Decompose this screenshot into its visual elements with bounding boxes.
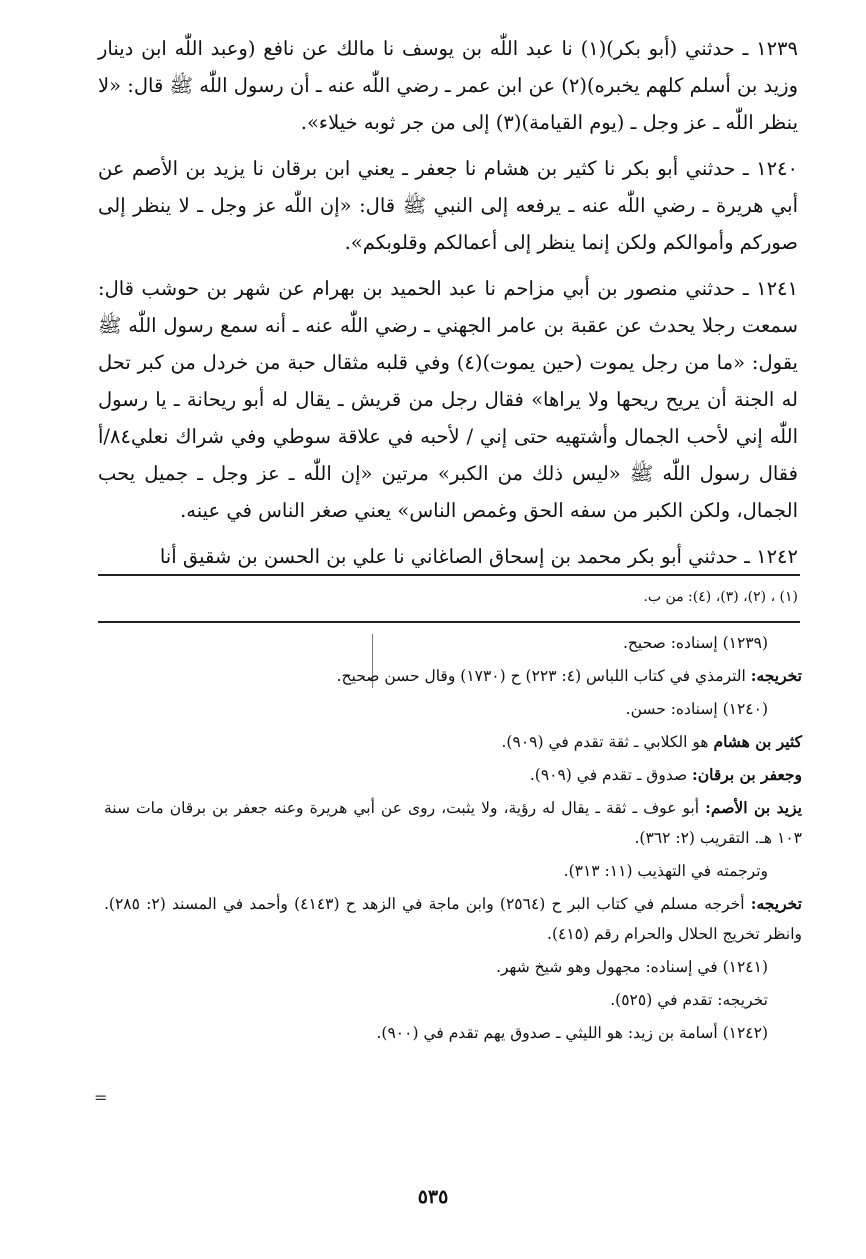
hadith-1239: ١٢٣٩ ـ حدثني (أبو بكر)(١) نا عبد اللّٰه بن يوسف نا مالك عن نافع (وعبد اللّٰه ابن دينار وزيد بن أسلم كلهم يخبره)(٢) عن ابن عمر ـ رضي اللّٰه عنه ـ أن رسول اللّٰه ﷺ قال: «لا ينظر اللّٰه ـ عز وجل ـ (يوم القيامة)(٣) إلى من جر ثوبه خيلاء». <box>98 37 799 134</box>
note-1240-isnad: (١٢٤٠) إسناده: حسن. <box>625 700 768 718</box>
note-tahdhib: وترجمته في التهذيب (١١: ٣١٣). <box>563 862 768 880</box>
main-text <box>98 30 798 584</box>
commentary-divider <box>98 621 800 623</box>
note-jafar: وجعفر بن برقان: صدوق ـ تقدم في (٩٠٩). <box>529 765 802 784</box>
commentary-notes <box>104 628 802 1051</box>
note-yazid: يزيد بن الأصم: أبو عوف ـ ثقة ـ يقال له رؤية، ولا يثبت، روى عن أبي هريرة وعنه جعفر بن برقان مات سنة ١٠٣ هـ. التقريب (٢: ٣٦٢). <box>104 798 802 847</box>
note-1241-isnad: (١٢٤١) في إسناده: مجهول وهو شيخ شهر. <box>496 958 768 976</box>
margin-equals-mark: = <box>94 1088 108 1107</box>
note-1239-isnad: (١٢٣٩) إسناده: صحيح. <box>623 634 768 652</box>
note-kathir: كثير بن هشام هو الكلابي ـ ثقة تقدم في (٩٠٩). <box>501 732 802 751</box>
note-1242-usama: (١٢٤٢) أسامة بن زيد: هو الليثي ـ صدوق يهم تقدم في (٩٠٠). <box>376 1024 768 1042</box>
note-1241-takhrij: تخريجه: تقدم في (٥٢٥). <box>610 991 768 1009</box>
footnote-sources: (١) ، (٢)، (٣)، (٤): من ب. <box>643 589 798 605</box>
note-1240-takhrij: تخريجه: أخرجه مسلم في كتاب البر ح (٢٥٦٤) وابن ماجة في الزهد ح (٤١٤٣) وأحمد في المسند (٢: ٢٨٥). وانظر تخريج الحلال والحرام رقم (٤١٥). <box>104 894 802 943</box>
footnote-divider <box>98 574 800 576</box>
note-1239-takhrij: تخريجه: الترمذي في كتاب اللباس (٤: ٢٢٣) ح (١٧٣٠) وقال حسن صحيح. <box>336 666 802 685</box>
hadith-1240: ١٢٤٠ ـ حدثني أبو بكر نا كثير بن هشام نا جعفر ـ يعني ابن برقان نا يزيد بن الأصم عن أبي هريرة ـ رضي اللّٰه عنه ـ يرفعه إلى النبي ﷺ قال: «إن اللّٰه عز وجل ـ لا ينظر إلى صوركم وأموالكم ولكن إنما ينظر إلى أعمالكم وقلوبكم». <box>98 157 798 254</box>
hadith-1242: ١٢٤٢ ـ حدثني أبو بكر محمد بن إسحاق الصاغاني نا علي بن الحسن بن شقيق أنا <box>159 545 798 568</box>
page-number: ٥٣٥ <box>417 1186 449 1208</box>
hadith-1241: ١٢٤١ ـ حدثني منصور بن أبي مزاحم نا عبد الحميد بن بهرام عن شهر بن حوشب قال: سمعت رجلا يحدث عن عقبة بن عامر الجهني ـ رضي اللّٰه عنه ـ أنه سمع رسول اللّٰه ﷺ يقول: «ما من رجل يموت (حين يموت)(٤) وفي قلبه مثقال حبة من خردل من كبر تحل له الجنة أن يريح ريحها ولا يراها» فقال رجل من قريش ـ يقال له أبو ريحانة ـ يا رسول اللّٰه إني لأحب الجمال وأشتهيه حتى إني / لأحبه في علاقة سوطي وفي شراك نعلي٨٤/أ فقال رسول اللّٰه ﷺ «ليس ذلك من الكبر» مرتين «إن اللّٰه ـ عز وجل ـ جميل يحب الجمال، ولكن الكبر من سفه الحق وغمص الناس» يعني صغر الناس في عينه. <box>98 277 798 522</box>
